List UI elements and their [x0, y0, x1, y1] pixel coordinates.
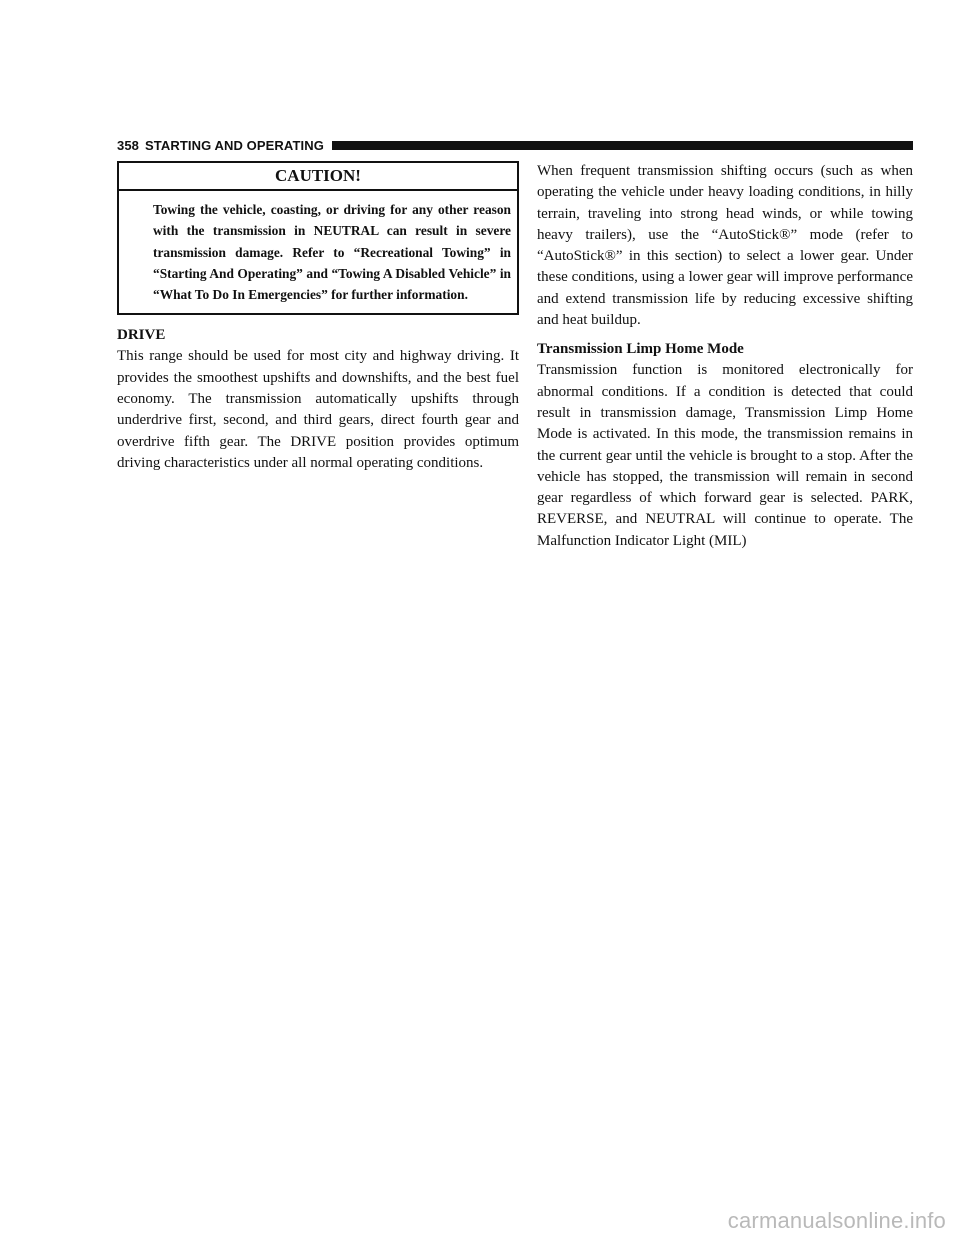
page-number: 358: [117, 137, 139, 153]
watermark: carmanualsonline.info: [727, 1208, 946, 1233]
drive-heading: DRIVE: [117, 327, 166, 344]
limp-home-heading: Transmission Limp Home Mode: [537, 341, 744, 358]
left-column: [117, 161, 519, 474]
header-rule: [332, 141, 913, 150]
caution-title: CAUTION!: [119, 163, 517, 191]
caution-box: [117, 161, 519, 315]
right-column: [537, 161, 913, 552]
shifting-paragraph: When frequent transmission shifting occurs (such as when operating the vehicle under heavy loading conditions, in hilly terrain, traveling into strong head winds, or while towing heavy trailers), use the “AutoStick®” mode (refer to “AutoStick®” in this section) to select a lower gear. Under these conditions, using a lower gear will improve performance and extend transmission life by reducing excessive shifting and heat buildup.: [537, 163, 913, 329]
drive-paragraph: This range should be used for most city and highway driving. It provides the smoothest upshifts and downshifts, and the best fuel economy. The transmission automatically upshifts through underdrive first, second, and third gears, direct fourth gear and overdrive fifth gear. The DRIVE position provides optimum driving characteristics under all normal operating conditions.: [117, 348, 519, 471]
page-header: [117, 137, 913, 153]
section-title: STARTING AND OPERATING: [145, 137, 324, 153]
caution-text: Towing the vehicle, coasting, or driving for any other reason with the transmission in NEUTRAL can result in severe transmission damage. Refer to “Recreational Towing” in “Starting And Operating” and “Towing A Disabled Vehicle” in “What To Do In Emergencies” for further information.: [153, 202, 511, 303]
limp-home-paragraph: Transmission function is monitored electronically for abnormal conditions. If a condition is detected that could result in transmission damage, Transmission Limp Home Mode is activated. In this mode, the transmission remains in the current gear until the vehicle is brought to a stop. After the vehicle has stopped, the transmission will remain in second gear regardless of which forward gear is selected. PARK, REVERSE, and NEUTRAL will continue to operate. The Malfunction Indicator Light (MIL): [537, 362, 913, 549]
